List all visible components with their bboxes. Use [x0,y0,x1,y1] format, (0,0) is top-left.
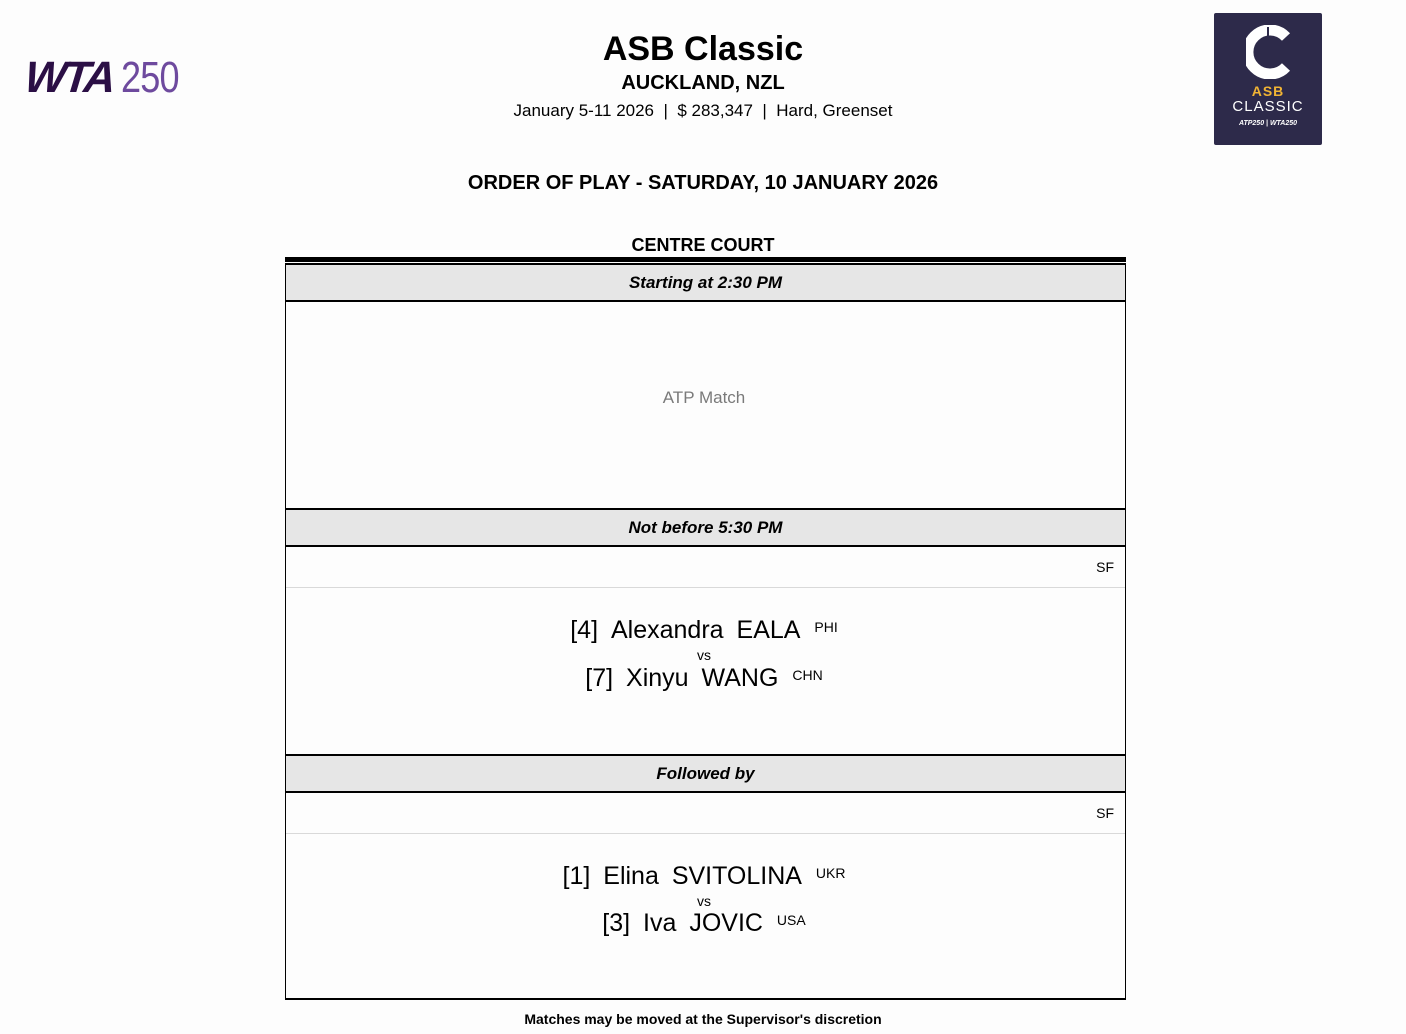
slot-time-header: Starting at 2:30 PM [285,263,1126,302]
player-line [0,616,1406,645]
player-seed: [4] [570,616,599,644]
court-name: CENTRE COURT [631,235,775,255]
player-first-name: Iva [643,909,677,937]
footer-note: Matches may be moved at the Supervisor's discretion [524,1011,882,1027]
sponsor-logos: ATP250 | WTA250 [1238,120,1298,127]
player-seed: [1] [562,862,591,890]
tournament-location: AUCKLAND, NZL [621,72,785,94]
player-first-name: Xinyu [626,664,689,692]
player-last-name: SVITOLINA [671,862,802,890]
versus-label: vs [697,893,711,909]
player-last-name: EALA [736,616,801,644]
order-of-play-heading: ORDER OF PLAY - SATURDAY, 10 JANUARY 2026 [467,172,939,194]
player-nationality: UKR [815,865,846,881]
round-row [286,793,1125,834]
round-label: SF [1096,559,1114,575]
round-row [286,547,1125,588]
player-seed: [7] [585,664,614,692]
player-last-name: JOVIC [689,909,763,937]
player-nationality: USA [776,912,806,928]
tournament-title: ASB Classic [602,30,804,68]
court-top-rule [285,257,1126,262]
player-line [0,862,1406,891]
tournament-meta: January 5-11 2026 | $ 283,347 | Hard, Greenset [513,101,893,120]
player-seed: [3] [602,909,631,937]
player-nationality: PHI [814,619,838,635]
wta-logo-mark: WTA [22,53,116,102]
versus-label: vs [697,647,711,663]
slot-time-header: Followed by [285,754,1126,793]
player-last-name: WANG [701,664,779,692]
player-first-name: Alexandra [610,616,724,644]
player-line [0,909,1406,938]
atp-match-placeholder: ATP Match [662,388,746,407]
player-nationality: CHN [792,667,823,683]
classic-logo-text: CLASSIC [1232,98,1304,115]
round-label: SF [1096,805,1114,821]
asb-logo-text: ASB [1251,83,1285,99]
player-first-name: Elina [603,862,659,890]
court-bottom-rule [285,998,1126,1000]
slot-time-header: Not before 5:30 PM [285,508,1126,547]
wta-logo-level: 250 [120,53,179,102]
player-line [0,664,1406,693]
